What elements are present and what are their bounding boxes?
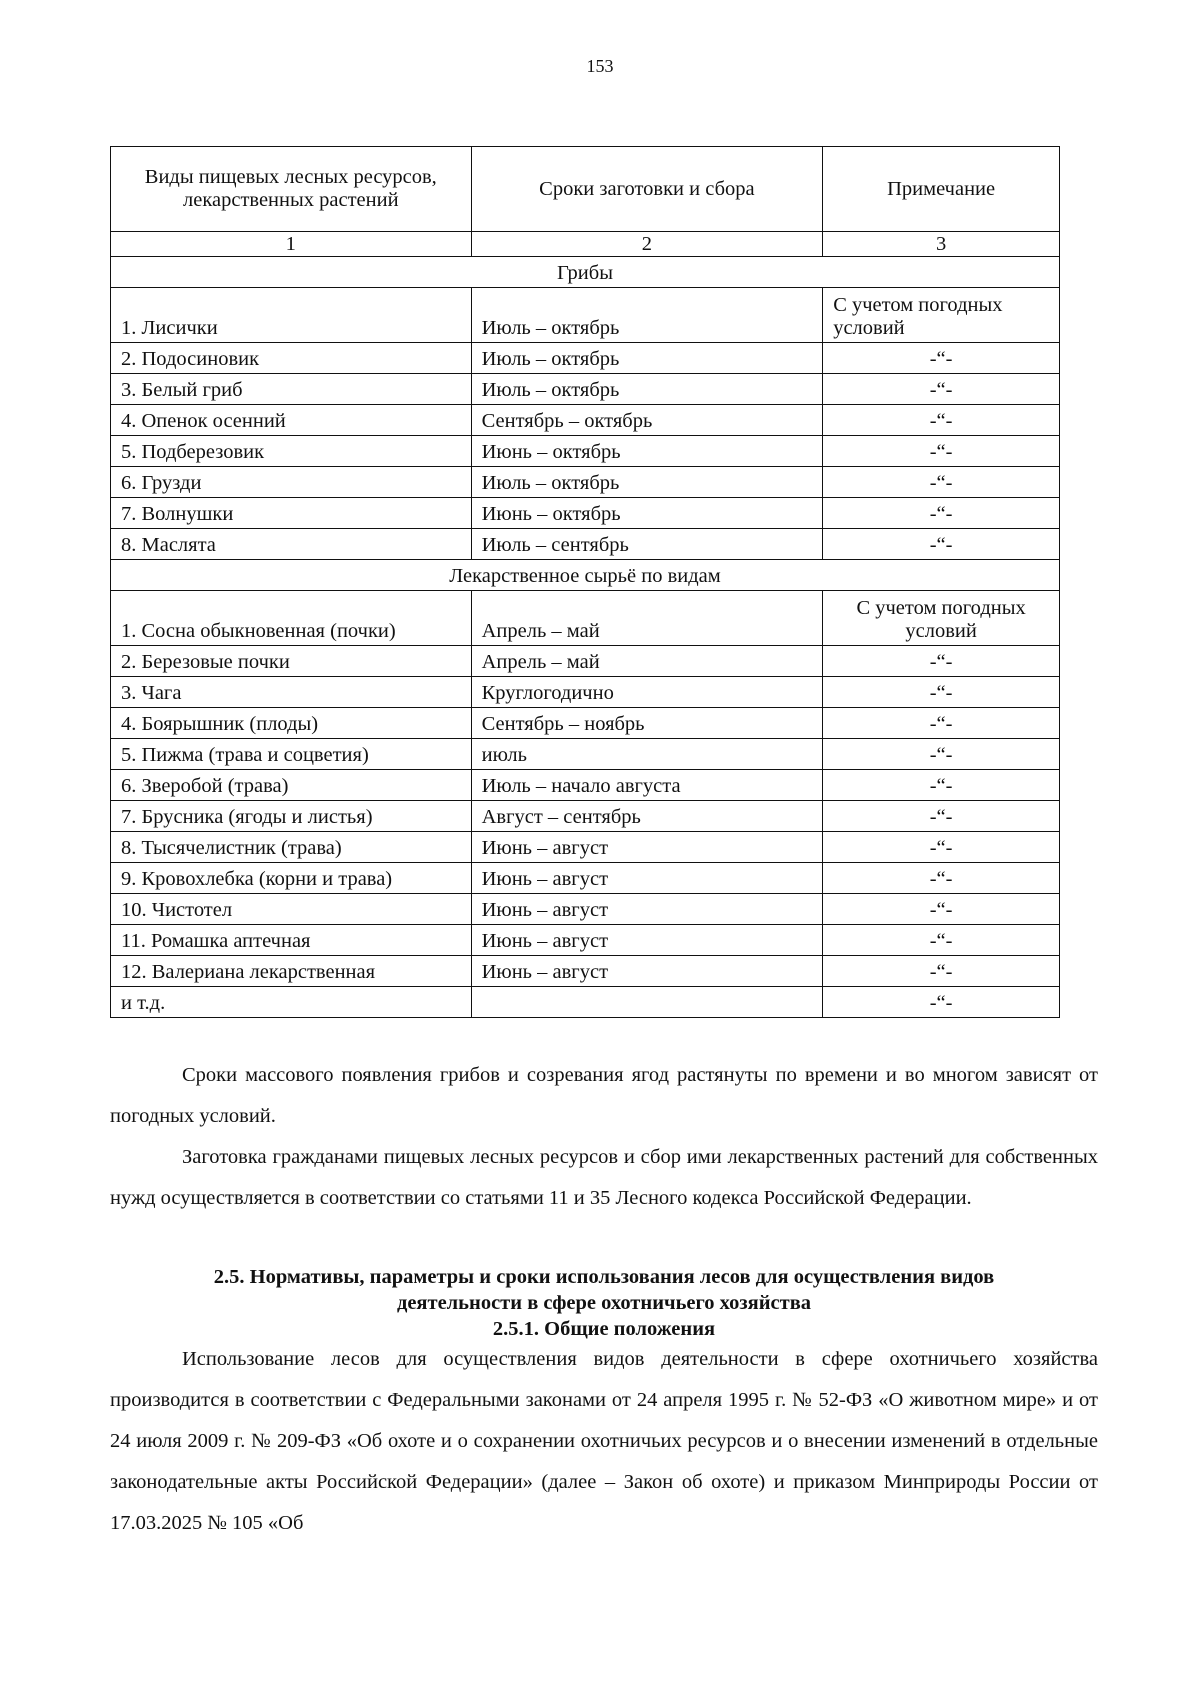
resource-name: 7. Волнушки — [111, 498, 472, 529]
harvest-period: Июнь – август — [471, 894, 823, 925]
table-row — [111, 498, 1060, 529]
note: -“- — [823, 801, 1060, 832]
resource-name: 1. Сосна обыкновенная (почки) — [111, 591, 472, 646]
table-row — [111, 646, 1060, 677]
resource-name: 12. Валериана лекарственная — [111, 956, 472, 987]
resource-name: 7. Брусника (ягоды и листья) — [111, 801, 472, 832]
section-heading-line: 2.5. Нормативы, параметры и сроки использования лесов для осуществления видов — [213, 1266, 995, 1288]
harvest-period: июль — [471, 739, 823, 770]
note: -“- — [823, 374, 1060, 405]
harvest-period: Апрель – май — [471, 591, 823, 646]
section-heading-2-5 — [110, 1264, 1098, 1342]
table-row — [111, 863, 1060, 894]
resources-table — [110, 146, 1060, 1018]
resource-name: 3. Чага — [111, 677, 472, 708]
note: -“- — [823, 498, 1060, 529]
resource-name: 1. Лисички — [111, 288, 472, 343]
table-row — [111, 801, 1060, 832]
table-row — [111, 956, 1060, 987]
table-row — [111, 739, 1060, 770]
section-row-medicinal — [111, 560, 1060, 591]
note: -“- — [823, 677, 1060, 708]
harvest-period: Апрель – май — [471, 646, 823, 677]
resource-name: 6. Грузди — [111, 467, 472, 498]
harvest-period: Июнь – октябрь — [471, 498, 823, 529]
table-row — [111, 405, 1060, 436]
resource-name: 4. Боярышник (плоды) — [111, 708, 472, 739]
table-row — [111, 925, 1060, 956]
note: -“- — [823, 436, 1060, 467]
harvest-period: Июль – начало августа — [471, 770, 823, 801]
harvest-period: Июль – сентябрь — [471, 529, 823, 560]
section-row-mushrooms — [111, 257, 1060, 288]
note: С учетом погодных условий — [823, 288, 1060, 343]
resource-name: 9. Кровохлебка (корни и трава) — [111, 863, 472, 894]
note: -“- — [823, 529, 1060, 560]
harvest-period: Сентябрь – октябрь — [471, 405, 823, 436]
harvest-period: Июль – октябрь — [471, 343, 823, 374]
table-row — [111, 467, 1060, 498]
table-row — [111, 770, 1060, 801]
note: -“- — [823, 405, 1060, 436]
note: -“- — [823, 708, 1060, 739]
note: -“- — [823, 467, 1060, 498]
paragraph-legal-basis: Заготовка гражданами пищевых лесных ресурсов и сбор ими лекарственных растений для собственных нужд осуществляется в соответствии со статьями 11 и 35 Лесного кодекса Российской Федерации. — [110, 1146, 1098, 1209]
note: -“- — [823, 925, 1060, 956]
note: -“- — [823, 894, 1060, 925]
table-row — [111, 591, 1060, 646]
note: -“- — [823, 739, 1060, 770]
table-row — [111, 374, 1060, 405]
harvest-period: Июнь – октябрь — [471, 436, 823, 467]
table-row — [111, 987, 1060, 1018]
harvest-period: Июнь – август — [471, 832, 823, 863]
table-row — [111, 708, 1060, 739]
table-header-row — [111, 147, 1060, 232]
harvest-period — [471, 987, 823, 1018]
table-row — [111, 436, 1060, 467]
page-number: 153 — [586, 56, 614, 76]
note: -“- — [823, 987, 1060, 1018]
column-number: 2 — [471, 232, 823, 257]
harvest-period: Июль – октябрь — [471, 288, 823, 343]
section-heading-line: деятельности в сфере охотничьего хозяйства — [396, 1292, 812, 1314]
harvest-period: Июль – октябрь — [471, 374, 823, 405]
resource-name: 11. Ромашка аптечная — [111, 925, 472, 956]
note: -“- — [823, 832, 1060, 863]
section-title: Лекарственное сырьё по видам — [111, 560, 1060, 591]
subsection-heading-2-5-1: 2.5.1. Общие положения — [492, 1318, 716, 1340]
paragraph-mushroom-timing: Сроки массового появления грибов и созревания ягод растянуты по времени и во многом зависят от погодных условий. — [110, 1064, 1098, 1127]
note: -“- — [823, 343, 1060, 374]
column-number: 3 — [823, 232, 1060, 257]
table-row — [111, 343, 1060, 374]
note: С учетом погодных условий — [823, 591, 1060, 646]
column-number: 1 — [111, 232, 472, 257]
harvest-period: Август – сентябрь — [471, 801, 823, 832]
harvest-period: Июнь – август — [471, 956, 823, 987]
note: -“- — [823, 770, 1060, 801]
note: -“- — [823, 956, 1060, 987]
resource-name: 8. Маслята — [111, 529, 472, 560]
resource-name: 4. Опенок осенний — [111, 405, 472, 436]
harvest-period: Круглогодично — [471, 677, 823, 708]
harvest-period: Сентябрь – ноябрь — [471, 708, 823, 739]
header-note: Примечание — [823, 147, 1060, 232]
resource-name: 3. Белый гриб — [111, 374, 472, 405]
header-harvest-period: Сроки заготовки и сбора — [471, 147, 823, 232]
resource-name: 8. Тысячелистник (трава) — [111, 832, 472, 863]
column-number-row — [111, 232, 1060, 257]
note: -“- — [823, 646, 1060, 677]
harvest-period: Июнь – август — [471, 863, 823, 894]
table-row — [111, 529, 1060, 560]
resource-name: 10. Чистотел — [111, 894, 472, 925]
resource-name: 5. Пижма (трава и соцветия) — [111, 739, 472, 770]
resource-name: и т.д. — [111, 987, 472, 1018]
section-title: Грибы — [111, 257, 1060, 288]
table-row — [111, 288, 1060, 343]
harvest-period: Июнь – август — [471, 925, 823, 956]
note: -“- — [823, 863, 1060, 894]
table-row — [111, 894, 1060, 925]
resource-name: 2. Березовые почки — [111, 646, 472, 677]
table-row — [111, 832, 1060, 863]
table-row — [111, 677, 1060, 708]
header-resource-type: Виды пищевых лесных ресурсов, лекарственных растений — [111, 147, 472, 232]
harvest-period: Июль – октябрь — [471, 467, 823, 498]
resource-name: 6. Зверобой (трава) — [111, 770, 472, 801]
resource-name: 5. Подберезовик — [111, 436, 472, 467]
resource-name: 2. Подосиновик — [111, 343, 472, 374]
paragraph-hunting-law: Использование лесов для осуществления видов деятельности в сфере охотничьего хозяйства производится в соответствии с Федеральными законами от 24 апреля 1995 г. № 52-ФЗ «О животном мире» и от 24 июля 2009 г. № 209-ФЗ «Об охоте и о сохранении охотничьих ресурсов и о внесении изменений в отдельные законодательные акты Российской Федерации» (далее – Закон об охоте) и приказом Минприроды России от 17.03.2025 № 105 «Об — [110, 1348, 1098, 1534]
